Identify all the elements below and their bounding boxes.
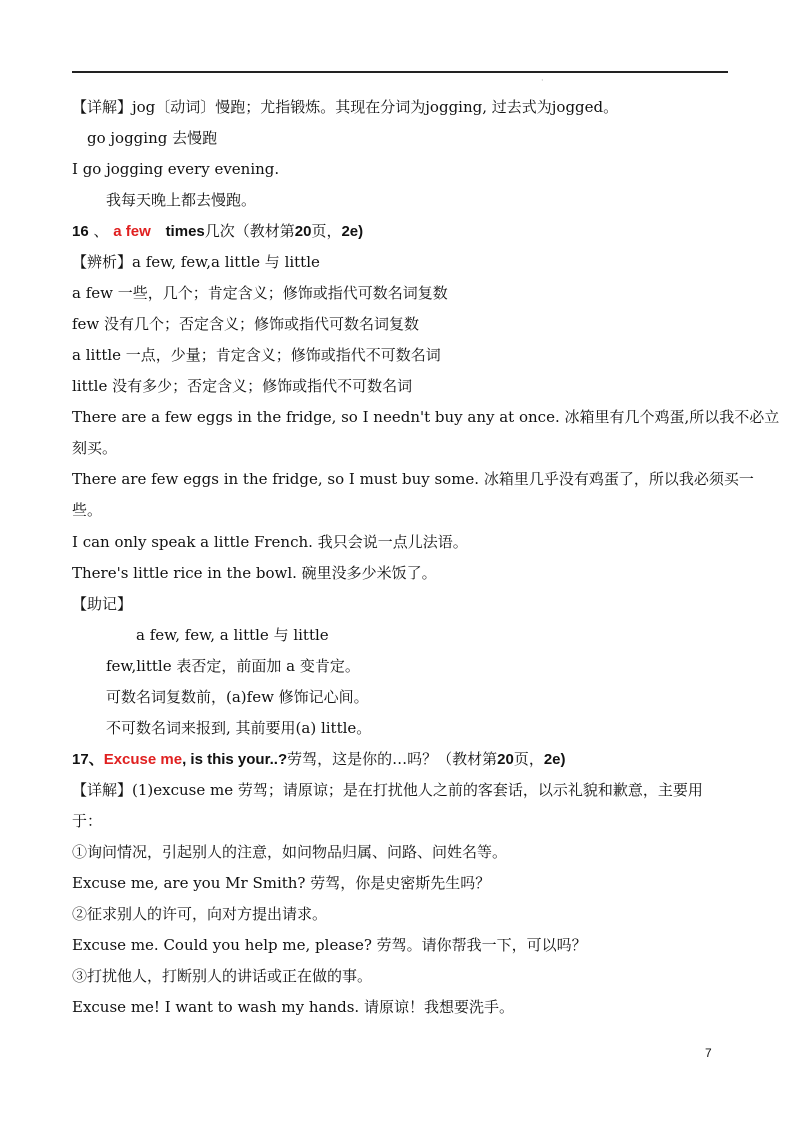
heading-17-ref: 2e) bbox=[543, 751, 566, 768]
usage-3-example: Excuse me! I want to wash my hands. 请原谅！我想要洗手。 bbox=[72, 998, 514, 1016]
header-rule bbox=[72, 71, 728, 73]
analysis-little: little 没有多少；否定含义；修饰或指代不可数名词 bbox=[72, 377, 413, 395]
example-en: I go jogging every evening. bbox=[72, 160, 280, 178]
heading-17-highlight: Excuse me bbox=[103, 751, 183, 768]
heading-16-ref: 2e) bbox=[341, 223, 364, 240]
analysis-title: 【辨析】a few, few,a little 与 little bbox=[72, 253, 320, 271]
usage-1-example: Excuse me, are you Mr Smith? 劳驾，你是史密斯先生吗？ bbox=[72, 874, 491, 892]
phrase-go-jogging: go jogging 去慢跑 bbox=[87, 129, 218, 147]
usage-2-example: Excuse me. Could you help me, please? 劳驾。请你帮我一下，可以吗？ bbox=[72, 936, 587, 954]
mnemonic-line-1: a few, few, a little 与 little bbox=[136, 626, 329, 644]
heading-17-page: 20 bbox=[497, 751, 514, 768]
analysis-a-little: a little 一点，少量；肯定含义；修饰或指代不可数名词 bbox=[72, 346, 441, 364]
detail-excuse-me: 【详解】(1)excuse me 劳驾；请原谅；是在打扰他人之前的客套话，以示礼貌和歉意，主要用 bbox=[72, 781, 703, 799]
heading-16-page: 20 bbox=[294, 223, 312, 240]
heading-17 bbox=[72, 749, 566, 770]
example-cn: 我每天晚上都去慢跑。 bbox=[106, 191, 257, 209]
heading-17-number: 17、 bbox=[72, 751, 104, 768]
header-mark: · bbox=[541, 76, 544, 85]
heading-16 bbox=[72, 221, 363, 242]
heading-17-rest: , is this your..? bbox=[182, 751, 288, 768]
example-little: There's little rice in the bowl. 碗里没多少米饭了。 bbox=[72, 564, 437, 582]
mnemonic-line-3: 可数名词复数前，(a)few 修饰记心间。 bbox=[106, 688, 369, 706]
heading-16-cn: 几次（教材第 bbox=[204, 222, 295, 240]
mnemonic-line-2: few,little 表否定，前面加 a 变肯定。 bbox=[106, 657, 360, 675]
usage-1: ①询问情况，引起别人的注意，如问物品归属、问路、问姓名等。 bbox=[72, 843, 508, 861]
usage-2: ②征求别人的许可，向对方提出请求。 bbox=[72, 905, 328, 923]
detail-excuse-me-cont: 于： bbox=[72, 812, 103, 830]
heading-17-cn2: 页， bbox=[513, 750, 544, 768]
example-a-few: There are a few eggs in the fridge, so I needn't buy any at once. 冰箱里有几个鸡蛋,所以我不必立 bbox=[72, 408, 780, 426]
heading-16-separator: 、 bbox=[93, 222, 109, 240]
detail-jog: 【详解】jog〔动词〕慢跑；尤指锻炼。其现在分词为jogging, 过去式为jogged。 bbox=[72, 98, 619, 116]
example-a-little: I can only speak a little French. 我只会说一点儿法语。 bbox=[72, 533, 468, 551]
page-number: 7 bbox=[705, 1046, 712, 1060]
example-few-cont: 些。 bbox=[72, 501, 103, 519]
usage-3: ③打扰他人，打断别人的讲话或正在做的事。 bbox=[72, 967, 373, 985]
analysis-few: few 没有几个；否定含义；修饰或指代可数名词复数 bbox=[72, 315, 420, 333]
heading-16-number: 16 bbox=[72, 223, 89, 240]
analysis-a-few: a few 一些，几个；肯定含义；修饰或指代可数名词复数 bbox=[72, 284, 448, 302]
heading-16-highlight: a few bbox=[113, 223, 151, 240]
heading-16-cn2: 页， bbox=[311, 222, 342, 240]
heading-16-rest: times bbox=[165, 223, 205, 240]
heading-17-cn: 劳驾，这是你的…吗？（教材第 bbox=[287, 750, 498, 768]
mnemonic-line-4: 不可数名词来报到, 其前要用(a) little。 bbox=[106, 719, 372, 737]
mnemonic-title: 【助记】 bbox=[72, 595, 133, 613]
example-few: There are few eggs in the fridge, so I must buy some. 冰箱里几乎没有鸡蛋了，所以我必须买一 bbox=[72, 470, 754, 488]
example-a-few-cont: 刻买。 bbox=[72, 439, 118, 457]
